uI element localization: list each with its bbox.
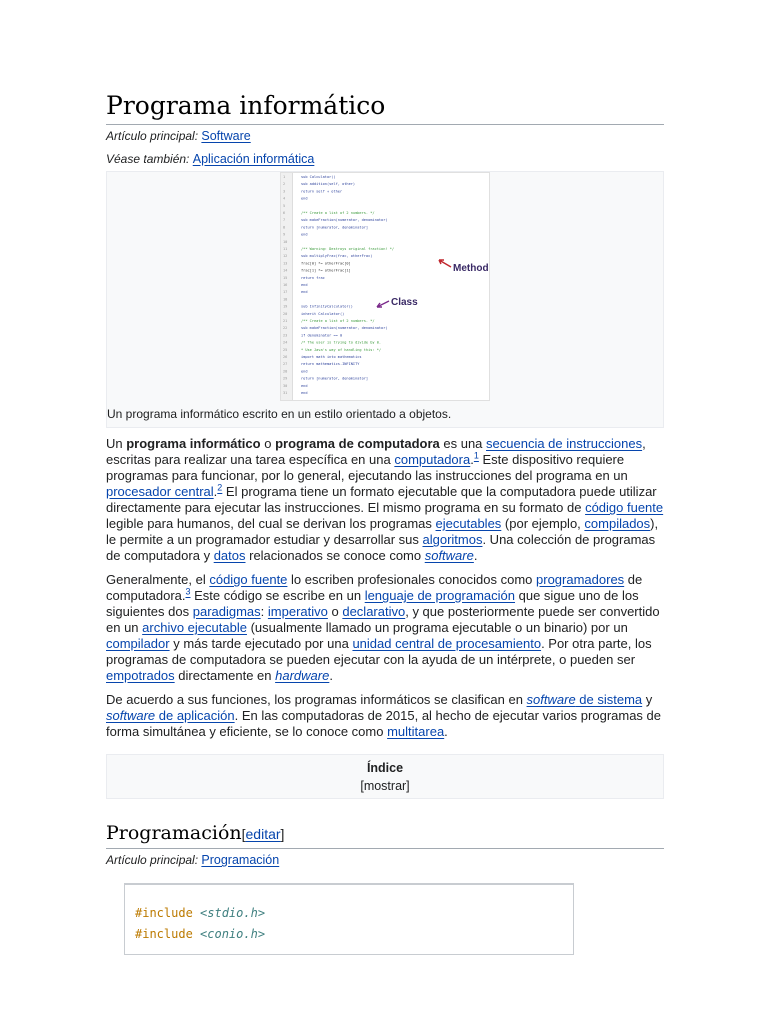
line-number: 24 <box>283 340 288 345</box>
code-line-text: frac[0] *= otherFrac[0] <box>301 261 351 266</box>
line-number: 12 <box>283 254 288 259</box>
link-secuencia[interactable]: secuencia de instrucciones <box>486 436 643 451</box>
class-arrow-icon <box>377 301 389 307</box>
line-number: 7 <box>283 218 286 223</box>
code-line-text: import math into mathematics <box>301 355 362 359</box>
line-number: 4 <box>283 196 286 201</box>
code-line-text: sub InfinityCalculator() <box>301 304 353 309</box>
class-annotation: Class <box>391 297 418 308</box>
section-title: Programación <box>106 822 242 844</box>
preprocessor-directive: #include <box>135 906 193 920</box>
article-content <box>106 88 664 955</box>
line-number: 27 <box>283 362 288 367</box>
method-annotation: Method <box>453 263 489 274</box>
link-software-aplicacion[interactable]: software de aplicación <box>106 708 235 723</box>
paragraph-2: Generalmente, el código fuente lo escriben profesionales conocidos como programadores de computadora.$^3$ Este código se escribe en un lenguaje de programación que sigue uno de los siguientes dos paradigmas: imperativo o declarativo, y que posteriormente puede ser convertido en un archivo ejecutable (usualmente llamado un programa ejecutable o un binario) por un compilador y más tarde ejecutado por una unidad central de procesamiento. Por otra parte, los programas de computadora se pueden ejecutar con la ayuda de un intérprete, o pueden ser empotrados directamente en hardware. <box>106 572 660 683</box>
line-number: 31 <box>283 391 288 395</box>
page-title: Programa informático <box>106 88 664 125</box>
code-line-text: end <box>301 391 308 395</box>
hatnote-label: Artículo principal: <box>106 853 199 867</box>
line-number: 20 <box>283 311 288 316</box>
footnote-1[interactable]: 1 <box>473 450 479 461</box>
line-number: 29 <box>283 376 288 381</box>
link-computadora[interactable]: computadora <box>394 452 471 467</box>
line-number: 22 <box>283 326 288 331</box>
code-line-text: end <box>301 290 308 295</box>
line-number: 5 <box>283 203 286 208</box>
link-archivo-ejecutable[interactable]: archivo ejecutable <box>142 620 247 635</box>
line-number: 8 <box>283 225 286 230</box>
code-listing-svg <box>281 173 489 400</box>
link-lenguaje[interactable]: lenguaje de programación <box>364 588 516 603</box>
link-datos[interactable]: datos <box>213 548 246 563</box>
line-number: 18 <box>283 297 288 302</box>
code-line-text: return self + other <box>301 189 343 194</box>
figure-caption: Un programa informático escrito en un estilo orientado a objetos. <box>107 407 452 421</box>
hatnote-link-aplicacion[interactable]: Aplicación informática <box>192 152 315 166</box>
code-line-text: inherit Calculator() <box>301 311 345 316</box>
code-line <box>125 903 573 924</box>
line-number: 30 <box>283 383 288 388</box>
link-compilador[interactable]: compilador <box>106 636 170 651</box>
link-paradigmas[interactable]: paradigmas <box>192 604 261 619</box>
line-number: 17 <box>283 290 288 295</box>
line-number: 1 <box>283 175 286 179</box>
link-algoritmos[interactable]: algoritmos <box>422 532 483 547</box>
code-line-text: /** Create a list of 2 numbers. */ <box>301 211 375 215</box>
code-line-text: end <box>301 383 308 388</box>
hatnote-link-software[interactable]: Software <box>201 129 251 143</box>
line-number: 15 <box>283 275 288 280</box>
see-also-hatnote <box>106 152 664 166</box>
link-programadores[interactable]: programadores <box>536 572 625 587</box>
toc-toggle[interactable]: [mostrar] <box>360 779 410 793</box>
line-number: 21 <box>283 319 288 323</box>
link-declarativo[interactable]: declarativo <box>342 604 406 619</box>
line-number: 28 <box>283 369 288 374</box>
code-line-text: end <box>301 232 308 237</box>
table-of-contents <box>106 754 664 799</box>
link-compilados[interactable]: compilados <box>584 516 651 531</box>
code-line-text: sub addition(self, other) <box>301 182 356 187</box>
code-line-text: end <box>301 369 308 374</box>
line-number: 23 <box>283 333 288 338</box>
code-line-text: frac[1] *= otherFrac[1] <box>301 268 351 273</box>
code-line-text: return [numerator, denominator] <box>301 225 369 230</box>
line-number: 10 <box>283 239 288 244</box>
hatnote-label: Véase también: <box>106 152 190 166</box>
code-line-text: return mathematics.INFINITY <box>301 362 360 367</box>
method-arrow-icon <box>439 260 451 267</box>
code-line <box>125 924 573 945</box>
figure-thumbnail <box>106 171 664 428</box>
code-block <box>124 883 574 955</box>
edit-link[interactable]: editar <box>245 826 281 842</box>
code-line-text: return [numerator, denominator] <box>301 376 369 381</box>
line-number: 9 <box>283 232 286 237</box>
line-number: 3 <box>283 189 286 194</box>
section-hatnote <box>106 853 664 867</box>
include-argument: <conio.h> <box>200 927 266 941</box>
section-heading-programacion <box>106 819 664 849</box>
code-line-text: /** Warning: Destroys original fraction! */ <box>301 247 395 251</box>
link-software[interactable]: software <box>424 548 474 563</box>
line-number: 2 <box>283 182 286 187</box>
link-multitarea[interactable]: multitarea <box>387 724 445 739</box>
link-unidad-central[interactable]: unidad central de procesamiento <box>352 636 542 651</box>
intro-paragraph: Un programa informático o programa de computadora es una secuencia de instrucciones, escritas para realizar una tarea específica en una computadora.$^1$ Este dispositivo requiere programas para funcionar, por lo general, ejecutando las instrucciones del programa en un procesador central.$^2$ El programa tiene un formato ejecutable que la computadora puede utilizar directamente para ejecutar las instrucciones. El mismo programa en su formato de código fuente legible para humanos, del cual se derivan los programas ejecutables (por ejemplo, compilados), le permite a un programador estudiar y desarrollar sus algoritmos. Una colección de programas de computadora y datos relacionados se conoce como software. <box>106 436 664 563</box>
line-number: 26 <box>283 355 288 359</box>
footnote-3[interactable]: 3 <box>185 586 191 597</box>
line-number: 11 <box>283 247 288 251</box>
code-line-text: sub multiplyFrac(frac, otherFrac) <box>301 254 373 259</box>
paragraph-3: De acuerdo a sus funciones, los programas informáticos se clasifican en software de sistema y software de aplicación. En las computadoras de 2015, al hecho de ejecutar varios programas de forma simultánea y eficiente, se lo conoce como multitarea. <box>106 692 662 739</box>
link-procesador[interactable]: procesador central <box>106 484 214 499</box>
code-line-text: return frac <box>301 275 325 280</box>
line-number: 13 <box>283 261 288 266</box>
code-line-text: * Use Java's way of handling this: */ <box>301 347 382 352</box>
link-ejecutables[interactable]: ejecutables <box>435 516 502 531</box>
code-screenshot-image[interactable] <box>280 172 490 401</box>
link-codigo-fuente-2[interactable]: código fuente <box>209 572 288 587</box>
hatnote-link-programacion[interactable]: Programación <box>201 853 280 867</box>
toc-title: Índice <box>366 761 404 775</box>
line-number: 14 <box>283 268 288 273</box>
code-line-text: sub makeFraction(numerator, denominator) <box>301 218 388 223</box>
link-software-sistema[interactable]: software de sistema <box>526 692 643 707</box>
link-empotrados[interactable]: empotrados <box>106 668 175 683</box>
line-number: 6 <box>283 211 286 215</box>
link-hardware[interactable]: hardware <box>275 668 330 683</box>
code-line-text: /* The user is trying to divide by 0. <box>301 340 382 345</box>
main-article-hatnote <box>106 129 664 143</box>
code-line-text: sub makeFraction(numerator, denominator) <box>301 326 388 331</box>
code-line-text: /** Create a list of 2 numbers. */ <box>301 319 375 323</box>
link-codigo-fuente[interactable]: código fuente <box>585 500 664 515</box>
include-argument: <stdio.h> <box>200 906 266 920</box>
code-line-text: end <box>301 196 308 201</box>
link-imperativo[interactable]: imperativo <box>267 604 328 619</box>
section-edit: [editar] <box>241 826 285 842</box>
code-line-text: end <box>301 283 308 287</box>
line-number: 16 <box>283 283 288 287</box>
code-line-text: sub Calculator() <box>301 175 336 179</box>
footnote-2[interactable]: 2 <box>217 482 223 493</box>
line-number: 25 <box>283 347 288 352</box>
code-line-text: if denominator == 0 <box>301 333 343 338</box>
preprocessor-directive: #include <box>135 927 193 941</box>
line-number: 19 <box>283 304 288 309</box>
hatnote-label: Artículo principal: <box>106 129 199 143</box>
